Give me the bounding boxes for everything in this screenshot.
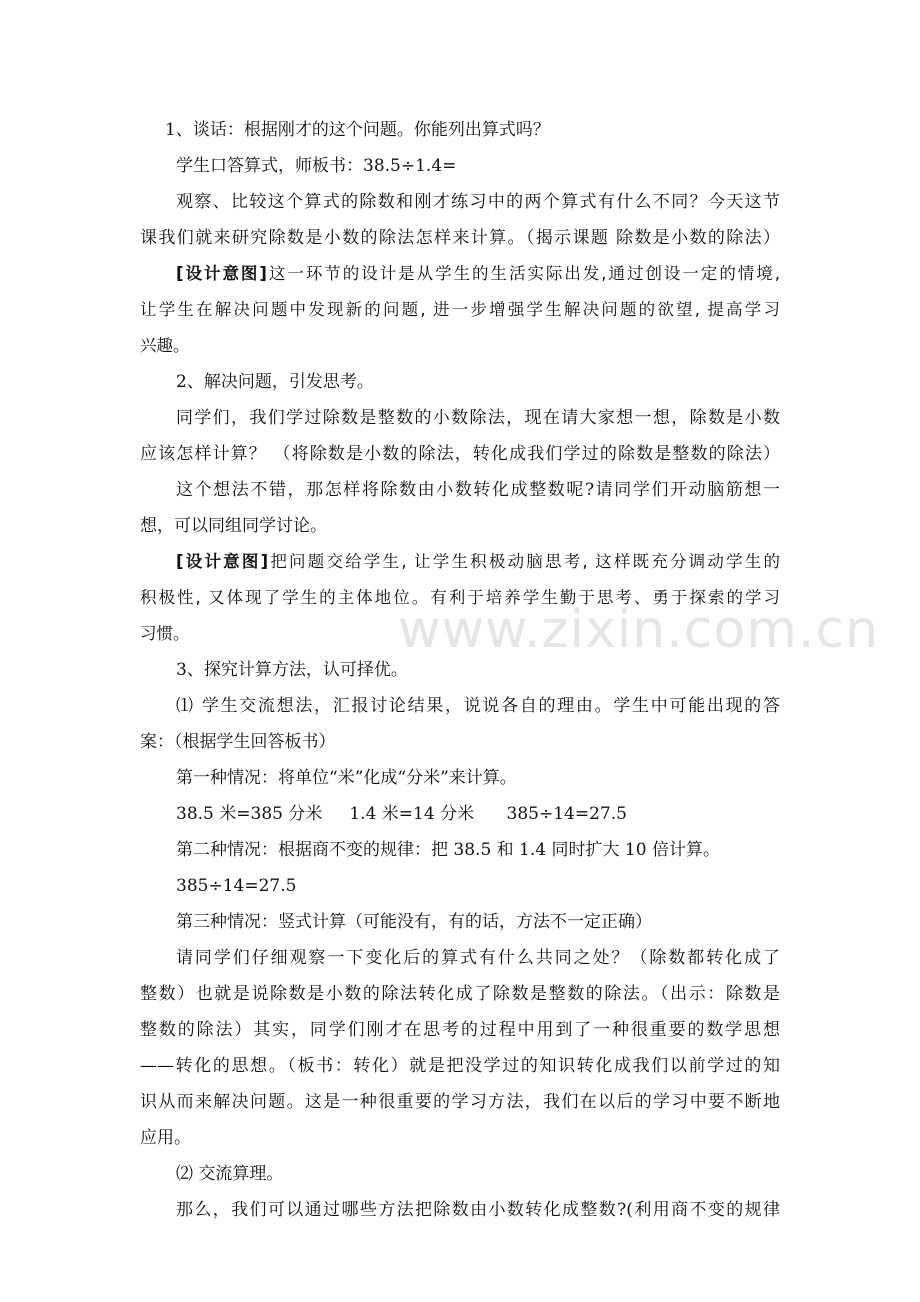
paragraph-line: 整数）也就是说除数是小数的除法转化成了除数是整数的除法。（出示：除数是 [140, 984, 780, 1004]
section-heading: ⑵ 交流算理。 [176, 1164, 284, 1184]
paragraph-line: 1、谈话：根据刚才的这个问题。你能列出算式吗？ [165, 120, 550, 140]
paragraph-line: 识从而来解决问题。这是一种很重要的学习方法，我们在以后的学习中要不断地 [140, 1092, 780, 1112]
paragraph-line: 第一种情况：将单位“米”化成“分米”来计算。 [176, 768, 517, 788]
section-heading: 2、解决问题，引发思考。 [176, 372, 374, 392]
section-heading: 3、探究计算方法，认可择优。 [176, 660, 408, 680]
paragraph-line: 课我们就来研究除数是小数的除法怎样来计算。（揭示课题 除数是小数的除法） [140, 228, 780, 248]
paragraph-line: 学生口答算式，师板书：38.5÷1.4= [176, 156, 457, 176]
design-intent-label: [设计意图] [176, 552, 269, 571]
paragraph-line: ⑴ 学生交流想法，汇报讨论结果，说说各自的理由。学生中可能出现的答 [176, 696, 780, 716]
paragraph-text: 把问题交给学生, 让学生积极动脑思考, 这样既充分调动学生的 [268, 552, 780, 571]
paragraph-line: 想，可以同组同学讨论。 [140, 516, 327, 536]
design-intent-label: [设计意图] [176, 264, 267, 283]
paragraph-line: 请同学们仔细观察一下变化后的算式有什么共同之处？（除数都转化成了 [176, 948, 780, 968]
paragraph-line: 38.5 米=385 分米 1.4 米=14 分米 385÷14=27.5 [176, 804, 627, 824]
design-intent-line [176, 550, 780, 574]
paragraph-line: 这个想法不错，那怎样将除数由小数转化成整数呢?请同学们开动脑筋想一 [176, 480, 780, 500]
paragraph-line: 385÷14=27.5 [176, 876, 297, 896]
paragraph-text: 这一环节的设计是从学生的生活实际出发,通过创设一定的情境, [266, 264, 780, 283]
paragraph-line: 习惯。 [140, 624, 190, 643]
paragraph-line: 兴趣。 [140, 336, 190, 355]
paragraph-line: 第三种情况：竖式计算（可能没有，有的话，方法不一定正确） [176, 912, 652, 932]
paragraph-line: 积极性, 又体现了学生的主体地位。有利于培养学生勤于思考、勇于探索的学习 [140, 588, 780, 607]
paragraph-line: 同学们，我们学过除数是整数的小数除法，现在请大家想一想，除数是小数 [176, 408, 780, 428]
paragraph-line: ——转化的思想。（板书：转化）就是把没学过的知识转化成我们以前学过的知 [140, 1056, 780, 1076]
paragraph-line: 观察、比较这个算式的除数和刚才练习中的两个算式有什么不同？今天这节 [176, 192, 780, 212]
design-intent-line [176, 262, 780, 286]
watermark: www.zixin.com.cn [398, 600, 879, 660]
paragraph-line: 应用。 [140, 1128, 191, 1148]
paragraph-line: 第二种情况：根据商不变的规律：把 38.5 和 1.4 同时扩大 10 倍计算。 [176, 840, 720, 860]
paragraph-line: 应该怎样计算？ （将除数是小数的除法，转化成我们学过的除数是整数的除法） [140, 444, 780, 464]
paragraph-line: 案：（根据学生回答板书） [140, 732, 336, 752]
paragraph-line: 那么，我们可以通过哪些方法把除数由小数转化成整数?(利用商不变的规律 [176, 1200, 780, 1220]
paragraph-line: 让学生在解决问题中发现新的问题, 进一步增强学生解决问题的欲望, 提高学习 [140, 300, 780, 319]
paragraph-line: 整数的除法）其实，同学们刚才在思考的过程中用到了一种很重要的数学思想 [140, 1020, 780, 1040]
